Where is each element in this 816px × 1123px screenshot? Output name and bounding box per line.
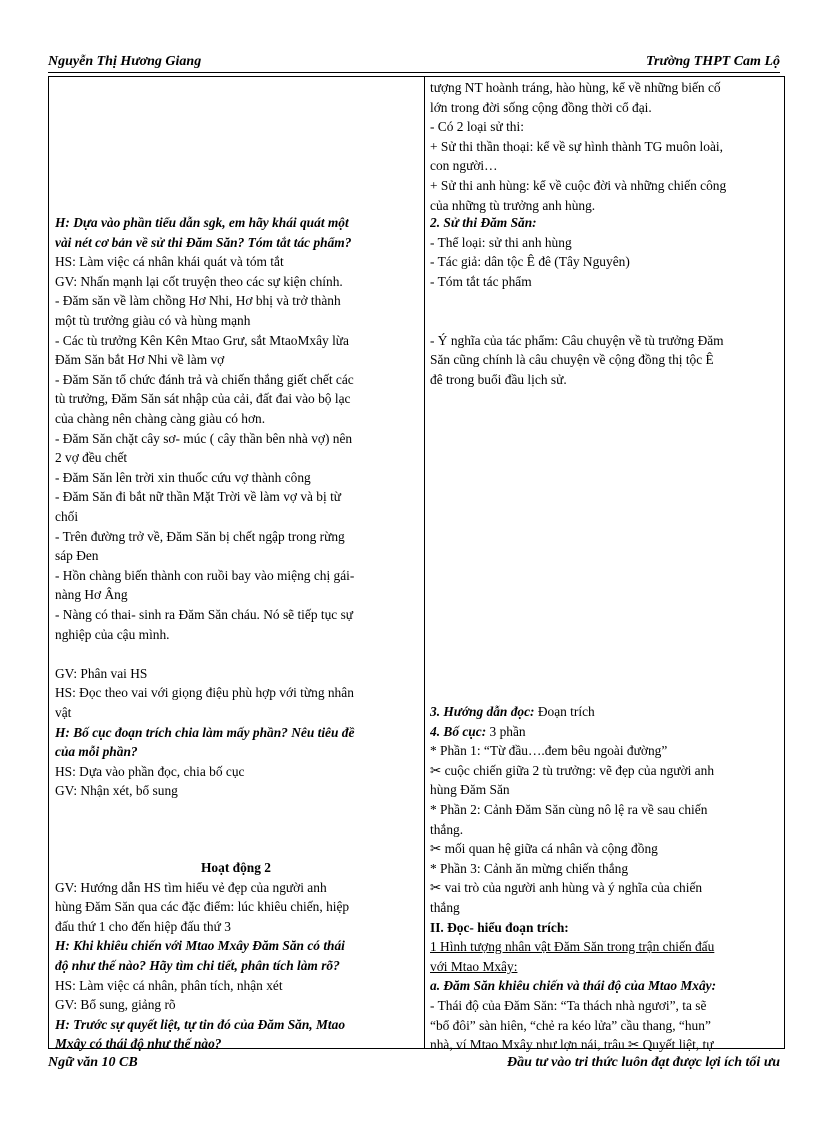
footer-subject: Ngữ văn 10 CB (48, 1055, 138, 1070)
activity-line: H: Dựa vào phần tiểu dẫn sgk, em hãy khái quát một (55, 215, 349, 230)
activity-line: GV: Nhận xét, bổ sung (55, 783, 178, 799)
activity-line: vật (55, 705, 72, 720)
activity-line: 2 vợ đều chết (55, 450, 128, 466)
activity-line: HS: Làm việc cá nhân, phân tích, nhận xét (55, 977, 283, 993)
activity-line: của chàng nên chàng càng giàu có hơn. (55, 411, 266, 426)
content-line-text: Đoạn trích (534, 704, 595, 719)
content-line: - Có 2 loại sử thi: (430, 119, 524, 135)
content-line: II. Đọc- hiểu đoạn trích: (430, 919, 569, 935)
content-line-heading: 4. Bố cục: (430, 723, 487, 739)
activity-line: Đăm Săn bắt Hơ Nhi về làm vợ (55, 352, 225, 368)
content-line: thắng. (430, 821, 464, 837)
header-rule (48, 72, 780, 73)
activity-line: tù trưởng, Đăm Săn sát nhập của cải, đất đai vào bộ lạc (55, 391, 351, 407)
footer-motto: Đầu tư vào tri thức luôn đạt được lợi ích tối ưu (507, 1055, 780, 1070)
content-line: Săn cũng chính là câu chuyện về cộng đồng thị tộc Ê (430, 352, 714, 368)
content-line: ✂ vai trò của người anh hùng và ý nghĩa của chiến (430, 880, 703, 896)
activity-line: vài nét cơ bản về sử thi Đăm Săn? Tóm tắt tác phẩm? (55, 234, 352, 250)
content-line: - Tóm tắt tác phẩm (430, 273, 532, 289)
content-line: tượng NT hoành tráng, hào hùng, kể về những biến cố (430, 80, 721, 95)
activity-line: sáp Đen (55, 548, 99, 564)
content-line: con người… (430, 158, 498, 174)
activity-line: - Nàng có thai- sinh ra Đăm Săn cháu. Nó sẽ tiếp tục sự (55, 607, 354, 622)
activity-line: - Đăm Săn chặt cây sơ- múc ( cây thần bên nhà vợ) nên (55, 430, 353, 446)
content-line-heading: 3. Hướng dẫn đọc: (430, 704, 535, 719)
activity-line: Mxây có thái độ như thế nào? (55, 1036, 222, 1052)
content-line: đê trong buổi đầu lịch sử. (430, 371, 567, 387)
content-line: + Sử thi anh hùng: kể về cuộc đời và những chiến công (430, 178, 727, 193)
activity-line: HS: Đọc theo vai với giọng điệu phù hợp với từng nhân (55, 685, 354, 701)
activity-line: - Đăm Săn tổ chức đánh trả và chiến thắng giết chết các (55, 371, 354, 387)
activity-line: độ như thế nào? Hãy tìm chi tiết, phân tích làm rõ? (55, 958, 340, 973)
header-author: Nguyễn Thị Hương Giang (48, 54, 202, 69)
content-line: - Tác giả: dân tộc Ê đê (Tây Nguyên) (430, 254, 630, 270)
activity-line: GV: Phân vai HS (55, 665, 148, 681)
content-line: * Phần 3: Cảnh ăn mừng chiến thắng (430, 860, 629, 876)
activity-line: GV: Nhấn mạnh lại cốt truyện theo các sự kiện chính. (55, 273, 343, 289)
content-line: - Thái độ của Đăm Săn: “Ta thách nhà ngươi”, ta sẽ (430, 998, 707, 1013)
content-line: nhà, ví Mtao Mxây như lợn nái, trâu ✂ Quyết liệt, tự (430, 1037, 714, 1053)
content-line: 1 Hình tượng nhân vật Đăm Săn trong trận chiến đấu (430, 939, 715, 955)
content-line (430, 702, 780, 722)
activity-line: nàng Hơ Âng (55, 587, 128, 603)
activity-line: H: Khi khiêu chiến với Mtao Mxây Đăm Săn có thái (55, 938, 345, 954)
activity-line: - Hồn chàng biến thành con ruồi bay vào miệng chị gái- (55, 567, 355, 583)
activity-line: H: Trước sự quyết liệt, tự tin đó của Đăm Săn, Mtao (55, 1016, 346, 1032)
activity-line: - Trên đường trở về, Đăm Săn bị chết ngập trong rừng (55, 528, 345, 544)
content-line-text: 3 phần (486, 723, 526, 739)
content-line: hùng Đăm Săn (430, 782, 510, 798)
content-line: * Phần 1: “Từ đầu….đem bêu ngoài đường” (430, 743, 668, 759)
content-line: - Ý nghĩa của tác phẩm: Câu chuyện về tù trưởng Đăm (430, 332, 724, 348)
activity-line: - Đăm Săn lên trời xin thuốc cứu vợ thành công (55, 469, 311, 485)
content-line: ✂ mối quan hệ giữa cá nhân và cộng đồng (430, 841, 658, 857)
activity-line: HS: Làm việc cá nhân khái quát và tóm tắt (55, 254, 284, 270)
header-school: Trường THPT Cam Lộ (646, 54, 780, 69)
content-line: a. Đăm Săn khiêu chiến và thái độ của Mtao Mxây: (430, 978, 717, 994)
content-line: với Mtao Mxây: (430, 958, 518, 974)
content-line: lớn trong đời sống cộng đồng thời cổ đại. (430, 99, 652, 115)
content-line: * Phần 2: Cảnh Đăm Săn cùng nô lệ ra về sau chiến (430, 802, 708, 817)
activity-line: Hoạt động 2 (201, 860, 271, 875)
activity-line: của mỗi phần? (55, 744, 138, 760)
activity-line: một tù trưởng giàu có và hùng mạnh (55, 313, 251, 328)
activity-line: hùng Đăm Săn qua các đặc điểm: lúc khiêu chiến, hiệp (55, 899, 350, 915)
content-line: “bổ đôi” sàn hiên, “chẻ ra kéo lửa” cầu thang, “hun” (430, 1017, 711, 1033)
activity-line: nghiệp của cậu mình. (55, 626, 170, 642)
activity-line: - Đăm Săn đi bắt nữ thần Mặt Trời về làm vợ và bị từ (55, 489, 342, 505)
activity-line: HS: Dựa vào phần đọc, chia bố cục (55, 763, 245, 779)
page-header (48, 54, 780, 74)
activity-line: - Đăm săn về làm chồng Hơ Nhi, Hơ bhị và trở thành (55, 293, 341, 309)
activity-line: GV: Bổ sung, giảng rõ (55, 997, 176, 1013)
content-line: thắng (430, 900, 460, 915)
activity-line: H: Bố cục đoạn trích chia làm mấy phần? Nêu tiêu đề (55, 724, 355, 740)
content-line: - Thể loại: sử thi anh hùng (430, 234, 572, 250)
lesson-table (48, 76, 785, 1053)
activity-line: - Các tù trưởng Kên Kên Mtao Grư, sắt MtaoMxây lừa (55, 332, 349, 348)
page-footer (48, 1055, 780, 1075)
content-line: 2. Sử thi Đăm Săn: (430, 215, 537, 230)
content-line (430, 722, 780, 742)
column-divider (424, 77, 425, 1048)
content-line: ✂ cuộc chiến giữa 2 tù trưởng: vẽ đẹp của người anh (430, 762, 715, 778)
activity-line: GV: Hướng dẫn HS tìm hiểu vẻ đẹp của người anh (55, 879, 327, 895)
content-line: của những tù trưởng anh hùng. (430, 197, 596, 213)
activity-line: đấu thứ 1 cho đến hiệp đấu thứ 3 (55, 918, 231, 934)
content-line: + Sử thi thần thoại: kể về sự hình thành TG muôn loài, (430, 138, 723, 154)
activity-line: chối (55, 509, 79, 524)
